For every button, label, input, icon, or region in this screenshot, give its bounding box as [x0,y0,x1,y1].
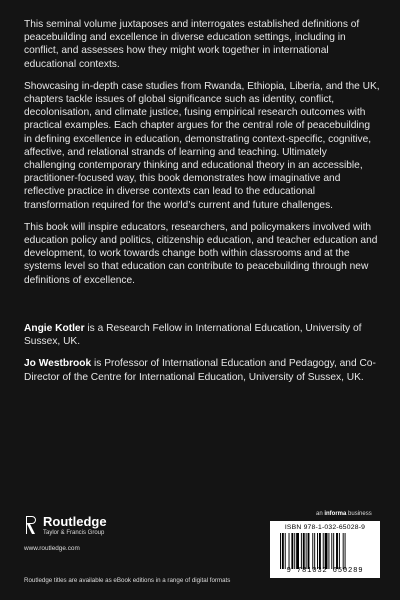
author-name: Angie Kotler [24,323,85,334]
author-bio [24,357,380,383]
barcode-digits: 9 781032 650289 [286,567,364,575]
author-bio-text: is Professor of International Education and Pedagogy, and Co-Director of the Centre for International Education, University of Sussex, UK. [24,358,376,383]
barcode-bar [325,533,328,569]
publisher-logo [24,515,107,537]
barcode-bar [280,533,281,569]
description-paragraph-2: Showcasing in-depth case studies from Rwanda, Ethiopia, Liberia, and the UK, chapters tackle issues of global significance such as identity, conflict, decolonisation, and climate justice, fusing empirical research outcomes with practical examples. Each chapter argues for the central role of peacebuilding in defining excellence in education, demonstrating context-specific, cognitive, affective, and relational strands of learning and teaching. Ultimately challenging contemporary thinking and educational theory in an accessible, practitioner-focused way, this book demonstrates how imaginative and reflective practice in diverse contexts can lead to the educational transformation required for the world’s current and future challenges. [24,80,380,211]
publisher-name: Routledge [43,514,107,529]
author-bios [24,322,380,393]
barcode-bar [314,533,315,569]
routledge-logo-icon [24,515,38,535]
barcode-bar [345,533,346,569]
barcode-bar [317,533,318,569]
barcode-bar [291,533,293,569]
publisher-url: www.routledge.com [24,545,80,552]
barcode-bar [306,533,307,569]
ebook-note: Routledge titles are available as eBook editions in a range of digital formats [24,577,231,584]
barcode-bar [285,533,286,569]
barcode-bar [319,533,321,569]
author-name: Jo Westbrook [24,358,92,370]
publisher-subtitle: Taylor & Francis Group [43,530,105,536]
barcode-bar [333,533,334,569]
barcode-bars [280,533,370,569]
barcode-bar [343,533,344,569]
barcode-bar [301,533,302,569]
author-bio [24,322,380,348]
isbn-barcode [270,521,380,578]
barcode-bar [323,533,324,569]
barcode-bar [296,533,299,569]
barcode-bar [339,533,340,569]
barcode-bar [289,533,290,569]
barcode-bar [312,533,313,569]
barcode-bar [328,533,329,569]
description-paragraph-3: This book will inspire educators, researchers, and policymakers involved with education policy and politics, citizenship education, and teacher education and development, to work towards change both within classrooms and at the systems level so that education can contribute to peacebuilding through new definitions of excellence. [24,221,378,286]
barcode-bar [294,533,295,569]
isbn-label: ISBN 978-1-032-65028-9 [284,524,366,531]
barcode-bar [331,533,332,569]
barcode-bar [303,533,305,569]
informa-business-label: an informa business [316,511,372,517]
barcode-bar [282,533,284,569]
author-bio-text: is a Research Fellow in International Education, University of Sussex, UK. [24,323,362,348]
barcode-bar [308,533,310,569]
barcode-bar [336,533,338,569]
description-paragraph-1: This seminal volume juxtaposes and interrogates established definitions of peacebuilding and excellence in diverse education settings, including in conflict, and assesses how they might work together in international educational contexts. [24,19,360,70]
description [24,18,380,296]
